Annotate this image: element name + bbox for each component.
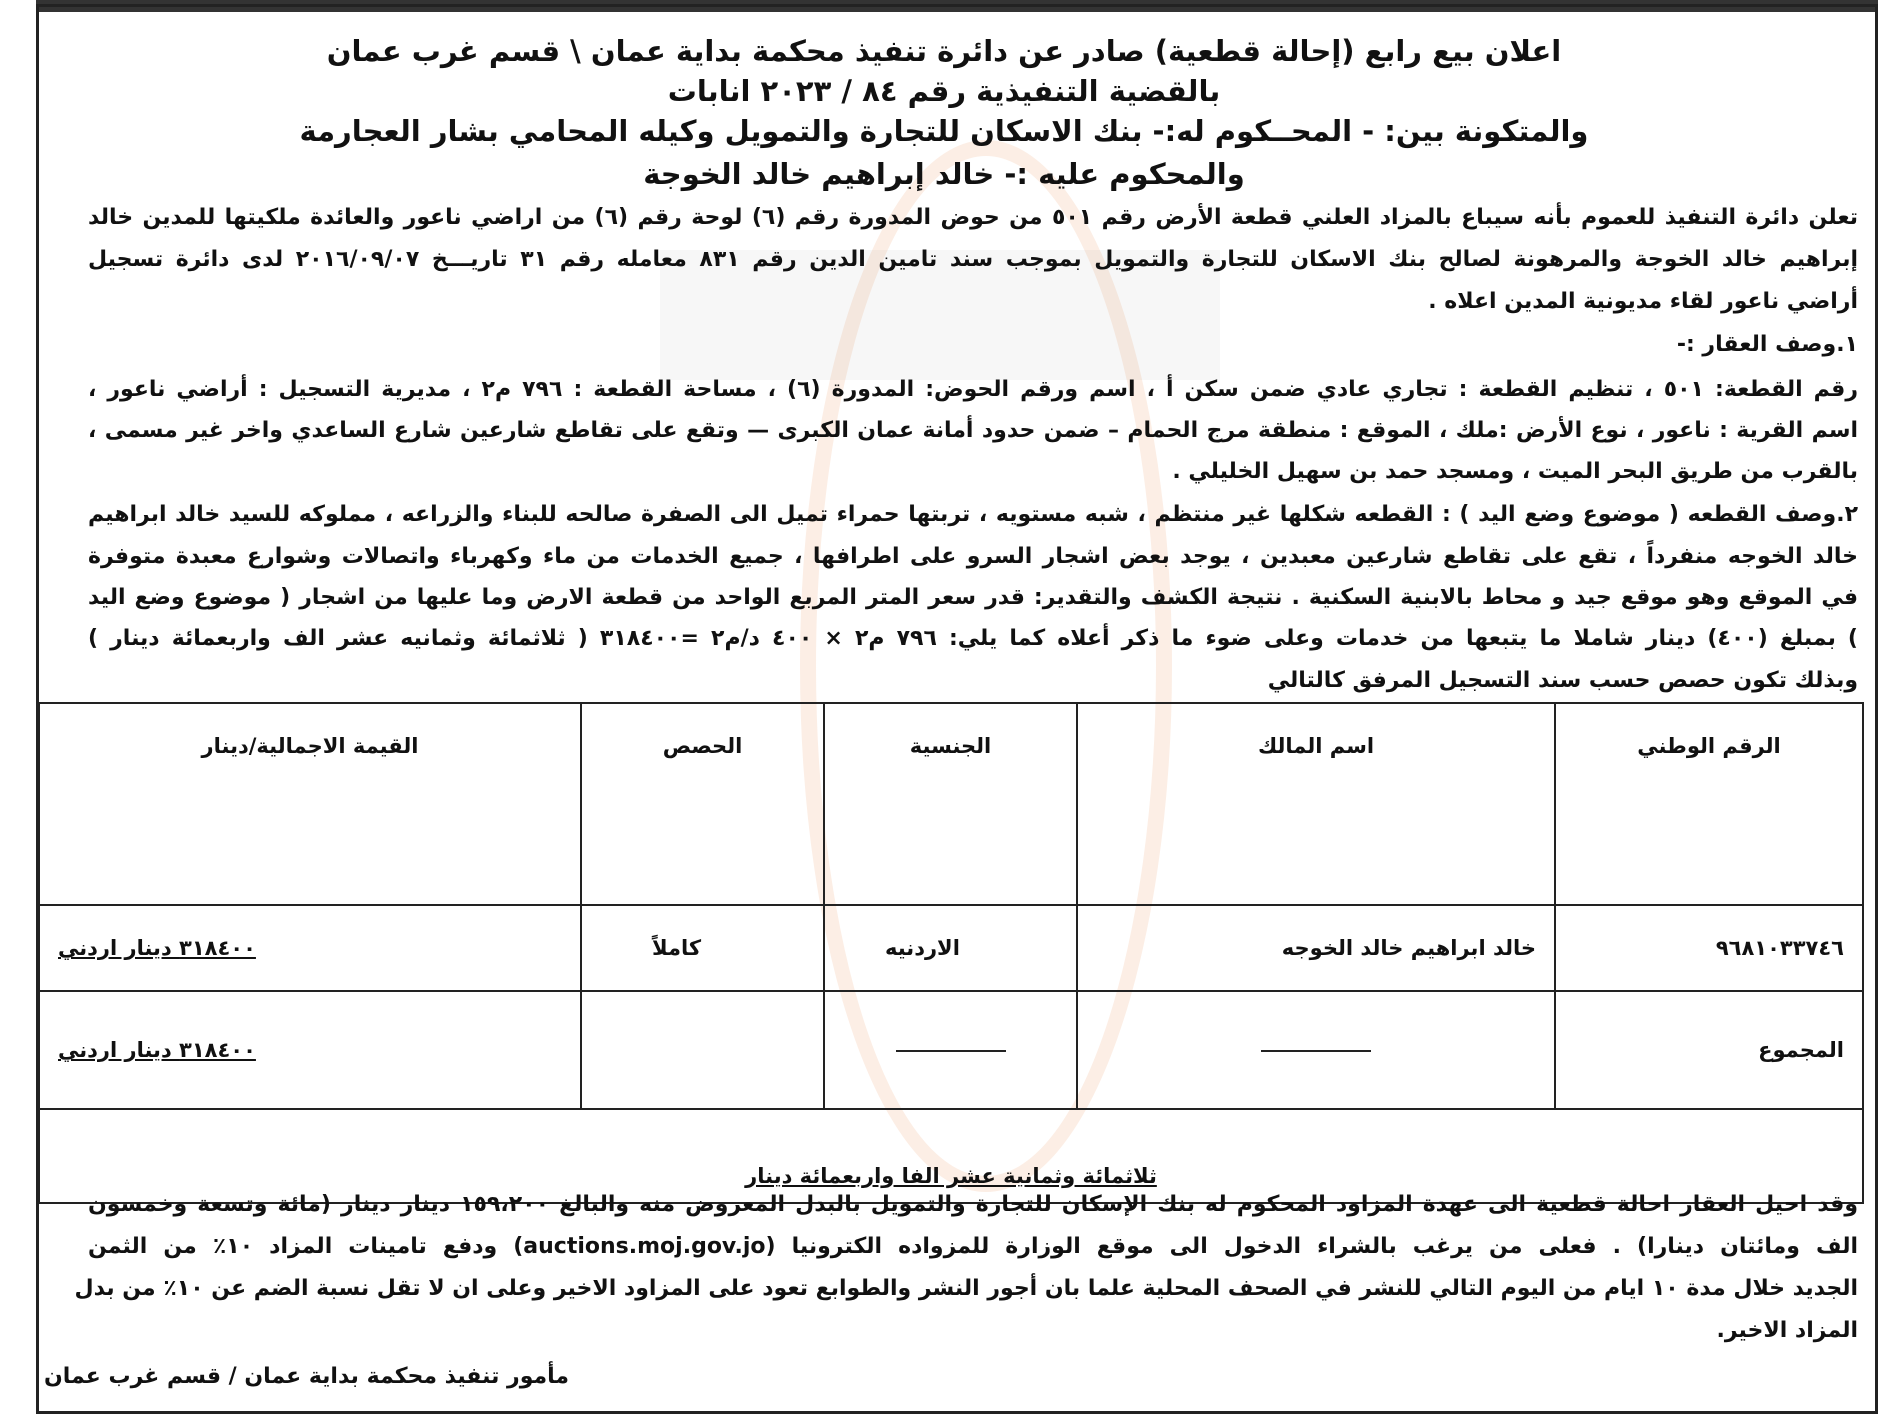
title-line-1: اعلان بيع رابع (إحالة قطعية) صادر عن دائرة تنفيذ محكمة بداية عمان \ قسم غرب عمان — [326, 34, 1562, 68]
body-line: في الموقع وهو موقع جيد و محاط بالابنية السكنية . نتيجة الكشف والتقدير: قدر سعر المتر المربع الواحد من قطعة الارض وما عليها من اشجار ( موضوع وضع اليد — [88, 585, 1858, 610]
table-header-row — [39, 703, 1863, 905]
section-heading: ١.وصف العقار :- — [1676, 332, 1858, 357]
footer-line: وقد احيل العقار احالة قطعية الى عهدة المزاود المحكوم له بنك الإسكان للتجارة والتمويل بالبدل المعروض منه والبالغ ١٥٩،٢٠٠ دينار دينار (مائة وتسعة وخمسون — [88, 1192, 1858, 1217]
amount-in-words: ثلاثمائة وثمانية عشر الفا واربعمائة دينار — [745, 1164, 1157, 1188]
body-line: إبراهيم خالد الخوجة والمرهونة لصالح بنك الاسكان للتجارة والتمويل بموجب سند تامين الدين رقم ٨٣١ معامله رقم ٣١ تاريـــخ ٢٠١٦/٠٩/٠٧ لدى دائرة تسجيل — [88, 247, 1858, 272]
ownership-table — [38, 702, 1864, 1204]
sum-nationality-cell — [824, 991, 1077, 1109]
body-line: ٢.وصف القطعه ( موضوع وضع اليد ) : القطعه شكلها غير منتظم ، شبه مستويه ، تربتها حمراء تميل الى الصفرة صالحه للبناء والزراعه ، مملوكه للسيد خالد ابراهيم — [88, 502, 1858, 527]
header-nationality: الجنسية — [824, 703, 1077, 905]
sum-total-cell — [39, 991, 581, 1109]
signature: مأمور تنفيذ محكمة بداية عمان / قسم غرب عمان — [44, 1364, 570, 1389]
table-row — [39, 905, 1863, 991]
body-line: أراضي ناعور لقاء مديونية المدين اعلاه . — [1428, 289, 1858, 314]
body-line: رقم القطعة: ٥٠١ ، تنظيم القطعة : تجاري عادي ضمن سكن أ ، اسم ورقم الحوض: المدورة (٦) ، مساحة القطعة : ٧٩٦ م٢ ، مديرية التسجيل : أراضي ناعور ، — [88, 377, 1858, 402]
owner-name: خالد ابراهيم خالد الخوجه — [1077, 905, 1555, 991]
body-line: ) بمبلغ (٤٠٠) دينار شاملا ما يتبعها من خدمات وعلى ضوء ما ذكر أعلاه كما يلي: ٧٩٦ م٢ × ٤٠٠ د/م٢ =٣١٨٤٠٠ ( ثلاثمائة وثمانيه عشر الف واربعمائة دينار ) — [88, 626, 1858, 651]
sum-share-cell — [581, 991, 824, 1109]
body-line: تعلن دائرة التنفيذ للعموم بأنه سيباع بالمزاد العلني قطعة الأرض رقم ٥٠١ من حوض المدورة رقم (٦) لوحة رقم (٦) من اراضي ناعور والعائدة ملكيتها للمدين خالد — [88, 205, 1858, 230]
header-total-value: القيمة الاجمالية/دينار — [39, 703, 581, 905]
dash — [1261, 1050, 1371, 1052]
total-cell — [39, 905, 581, 991]
header-national-id: الرقم الوطني — [1555, 703, 1863, 905]
dash — [896, 1050, 1006, 1052]
sum-total: ٣١٨٤٠٠ دينار اردني — [58, 1038, 256, 1062]
sum-owner-cell — [1077, 991, 1555, 1109]
title-line-4: والمحكوم عليه :- خالد إبراهيم خالد الخوجة — [643, 157, 1245, 191]
header-owner-name: اسم المالك — [1077, 703, 1555, 905]
words-row — [39, 1109, 1863, 1203]
sum-row — [39, 991, 1863, 1109]
share: كاملاً — [581, 905, 824, 991]
body-line: بالقرب من طريق البحر الميت ، ومسجد حمد بن سهيل الخليلي . — [1172, 459, 1858, 484]
words-cell — [39, 1109, 1863, 1203]
footer-line: المزاد الاخير. — [1716, 1318, 1858, 1343]
footer-line: الجديد خلال مدة ١٠ ايام من اليوم التالي للنشر في الصحف المحلية علما بان أجور النشر والطوابع تعود على المزاود الاخير وعلى ان لا تقل نسبة الضم عن ١٠٪ من بدل — [74, 1276, 1858, 1301]
footer-line: الف ومائتان دينارا) . فعلى من يرغب بالشراء الدخول الى موقع الوزارة للمزواده الكترونيا (auctions.moj.gov.jo) ودفع تامينات المزاد ١٠٪ من الثمن — [88, 1234, 1858, 1259]
body-line: خالد الخوجه منفرداً ، تقع على تقاطع شارعين معبدين ، يوجد بعض اشجار السرو على اطرافها ، جميع الخدمات من ماء وكهرباء واتصالات وشوارع معبدة متوفرة — [88, 544, 1858, 569]
header-shares: الحصص — [581, 703, 824, 905]
title-line-3: والمتكونة بين: - المحــكوم له:- بنك الاسكان للتجارة والتمويل وكيله المحامي بشار العجارمة — [299, 114, 1589, 148]
title-line-2: بالقضية التنفيذية رقم ٨٤ / ٢٠٢٣ انابات — [667, 74, 1221, 108]
nationality: الاردنيه — [824, 905, 1077, 991]
sum-label: المجموع — [1555, 991, 1863, 1109]
body-line: وبذلك تكون حصص حسب سند التسجيل المرفق كالتالي — [1267, 668, 1858, 693]
total-value: ٣١٨٤٠٠ دينار اردني — [58, 936, 256, 960]
body-line: اسم القرية : ناعور ، نوع الأرض :ملك ، الموقع : منطقة مرج الحمام – ضمن حدود أمانة عمان الكبرى — وتقع على تقاطع شارعين شارع الساعدي واخر غير مسمى ، — [88, 418, 1858, 443]
national-id: ٩٦٨١٠٣٣٧٤٦ — [1555, 905, 1863, 991]
